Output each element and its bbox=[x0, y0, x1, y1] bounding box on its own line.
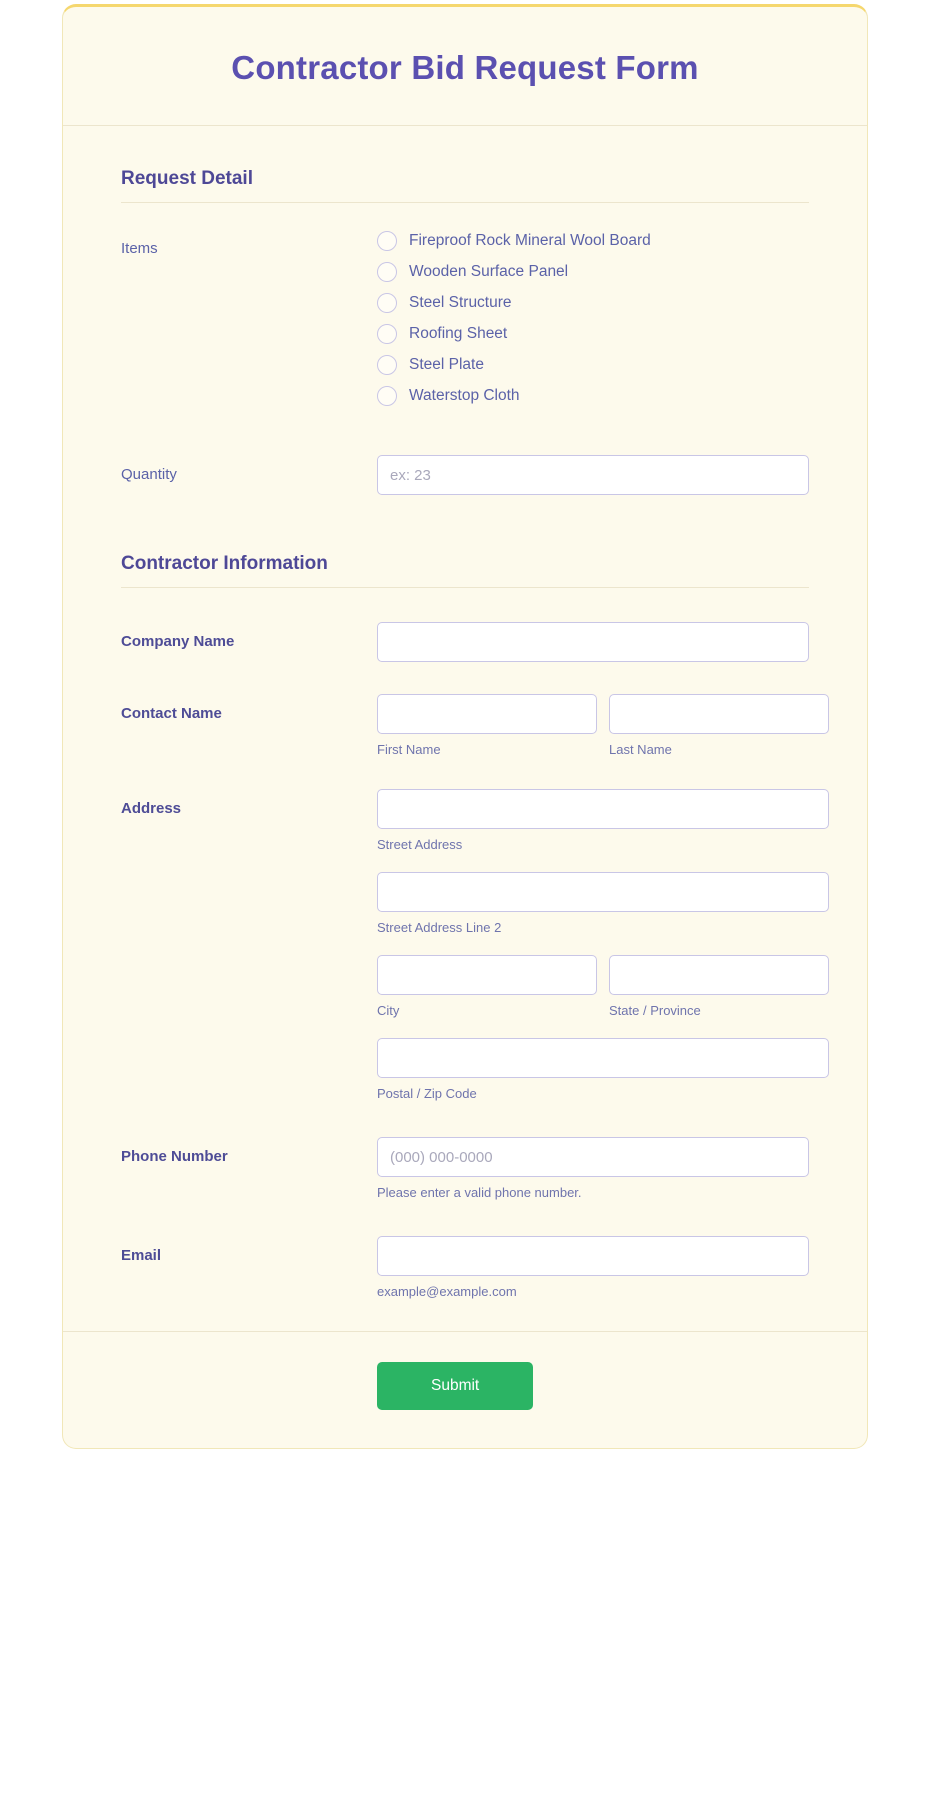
quantity-input[interactable] bbox=[377, 455, 809, 495]
street-address-input[interactable] bbox=[377, 789, 829, 829]
email-hint: example@example.com bbox=[377, 1284, 517, 1299]
contact-last-name-block bbox=[609, 694, 829, 757]
radio-option-roofing-sheet[interactable] bbox=[377, 324, 809, 344]
form-body bbox=[63, 126, 867, 1309]
section-heading-request-detail: Request Detail bbox=[121, 156, 809, 203]
radio-circle-icon[interactable] bbox=[377, 355, 397, 375]
radio-option-steel-structure[interactable] bbox=[377, 293, 809, 313]
city-input[interactable] bbox=[377, 955, 597, 995]
address-street2-block bbox=[377, 872, 829, 935]
submit-button[interactable]: Submit bbox=[377, 1362, 533, 1410]
field-items bbox=[121, 215, 809, 427]
radio-option-fireproof-rock-mineral-wool-board[interactable] bbox=[377, 231, 809, 251]
street-address-line2-input[interactable] bbox=[377, 872, 829, 912]
radio-option-label: Fireproof Rock Mineral Wool Board bbox=[409, 232, 651, 249]
field-phone-number bbox=[121, 1111, 809, 1210]
postal-zip-input[interactable] bbox=[377, 1038, 829, 1078]
radio-option-wooden-surface-panel[interactable] bbox=[377, 262, 809, 282]
bid-request-form-card bbox=[62, 4, 868, 1449]
contact-first-name-block bbox=[377, 694, 597, 757]
radio-circle-icon[interactable] bbox=[377, 262, 397, 282]
address-zip-block bbox=[377, 1038, 829, 1101]
state-province-sublabel: State / Province bbox=[609, 1003, 701, 1018]
email-input[interactable] bbox=[377, 1236, 809, 1276]
radio-circle-icon[interactable] bbox=[377, 231, 397, 251]
radio-option-label: Steel Plate bbox=[409, 356, 484, 373]
radio-circle-icon[interactable] bbox=[377, 293, 397, 313]
field-label-company-name: Company Name bbox=[121, 633, 235, 650]
address-city-state-block bbox=[377, 955, 829, 1018]
first-name-input[interactable] bbox=[377, 694, 597, 734]
radio-option-label: Steel Structure bbox=[409, 294, 512, 311]
first-name-sublabel: First Name bbox=[377, 742, 441, 757]
radio-option-label: Waterstop Cloth bbox=[409, 387, 520, 404]
section-heading-contractor-information: Contractor Information bbox=[121, 541, 809, 588]
form-header bbox=[63, 7, 867, 126]
field-label-address: Address bbox=[121, 800, 182, 817]
phone-number-hint: Please enter a valid phone number. bbox=[377, 1185, 582, 1200]
field-address bbox=[121, 767, 809, 1111]
address-state-block bbox=[609, 955, 829, 1018]
radio-option-label: Wooden Surface Panel bbox=[409, 263, 569, 280]
street-address-sublabel: Street Address bbox=[377, 837, 463, 852]
last-name-input[interactable] bbox=[609, 694, 829, 734]
field-company-name bbox=[121, 600, 809, 672]
address-city-block bbox=[377, 955, 597, 1018]
field-label-items: Items bbox=[121, 240, 158, 257]
field-label-contact-name: Contact Name bbox=[121, 705, 222, 722]
city-sublabel: City bbox=[377, 1003, 400, 1018]
last-name-sublabel: Last Name bbox=[609, 742, 672, 757]
field-label-quantity: Quantity bbox=[121, 466, 177, 483]
radio-option-steel-plate[interactable] bbox=[377, 355, 809, 375]
street-address-line2-sublabel: Street Address Line 2 bbox=[377, 920, 502, 935]
radio-option-label: Roofing Sheet bbox=[409, 325, 508, 342]
address-street-block bbox=[377, 789, 829, 852]
company-name-input[interactable] bbox=[377, 622, 809, 662]
state-province-input[interactable] bbox=[609, 955, 829, 995]
form-footer bbox=[63, 1331, 867, 1448]
phone-number-input[interactable] bbox=[377, 1137, 809, 1177]
field-contact-name bbox=[121, 672, 809, 767]
page-title: Contractor Bid Request Form bbox=[231, 49, 699, 86]
radio-option-waterstop-cloth[interactable] bbox=[377, 386, 809, 406]
postal-zip-sublabel: Postal / Zip Code bbox=[377, 1086, 477, 1101]
field-label-phone-number: Phone Number bbox=[121, 1148, 228, 1165]
radio-circle-icon[interactable] bbox=[377, 324, 397, 344]
field-email bbox=[121, 1210, 809, 1309]
field-label-email: Email bbox=[121, 1247, 162, 1264]
items-radio-group[interactable] bbox=[377, 229, 809, 406]
field-quantity bbox=[121, 427, 809, 505]
radio-circle-icon[interactable] bbox=[377, 386, 397, 406]
